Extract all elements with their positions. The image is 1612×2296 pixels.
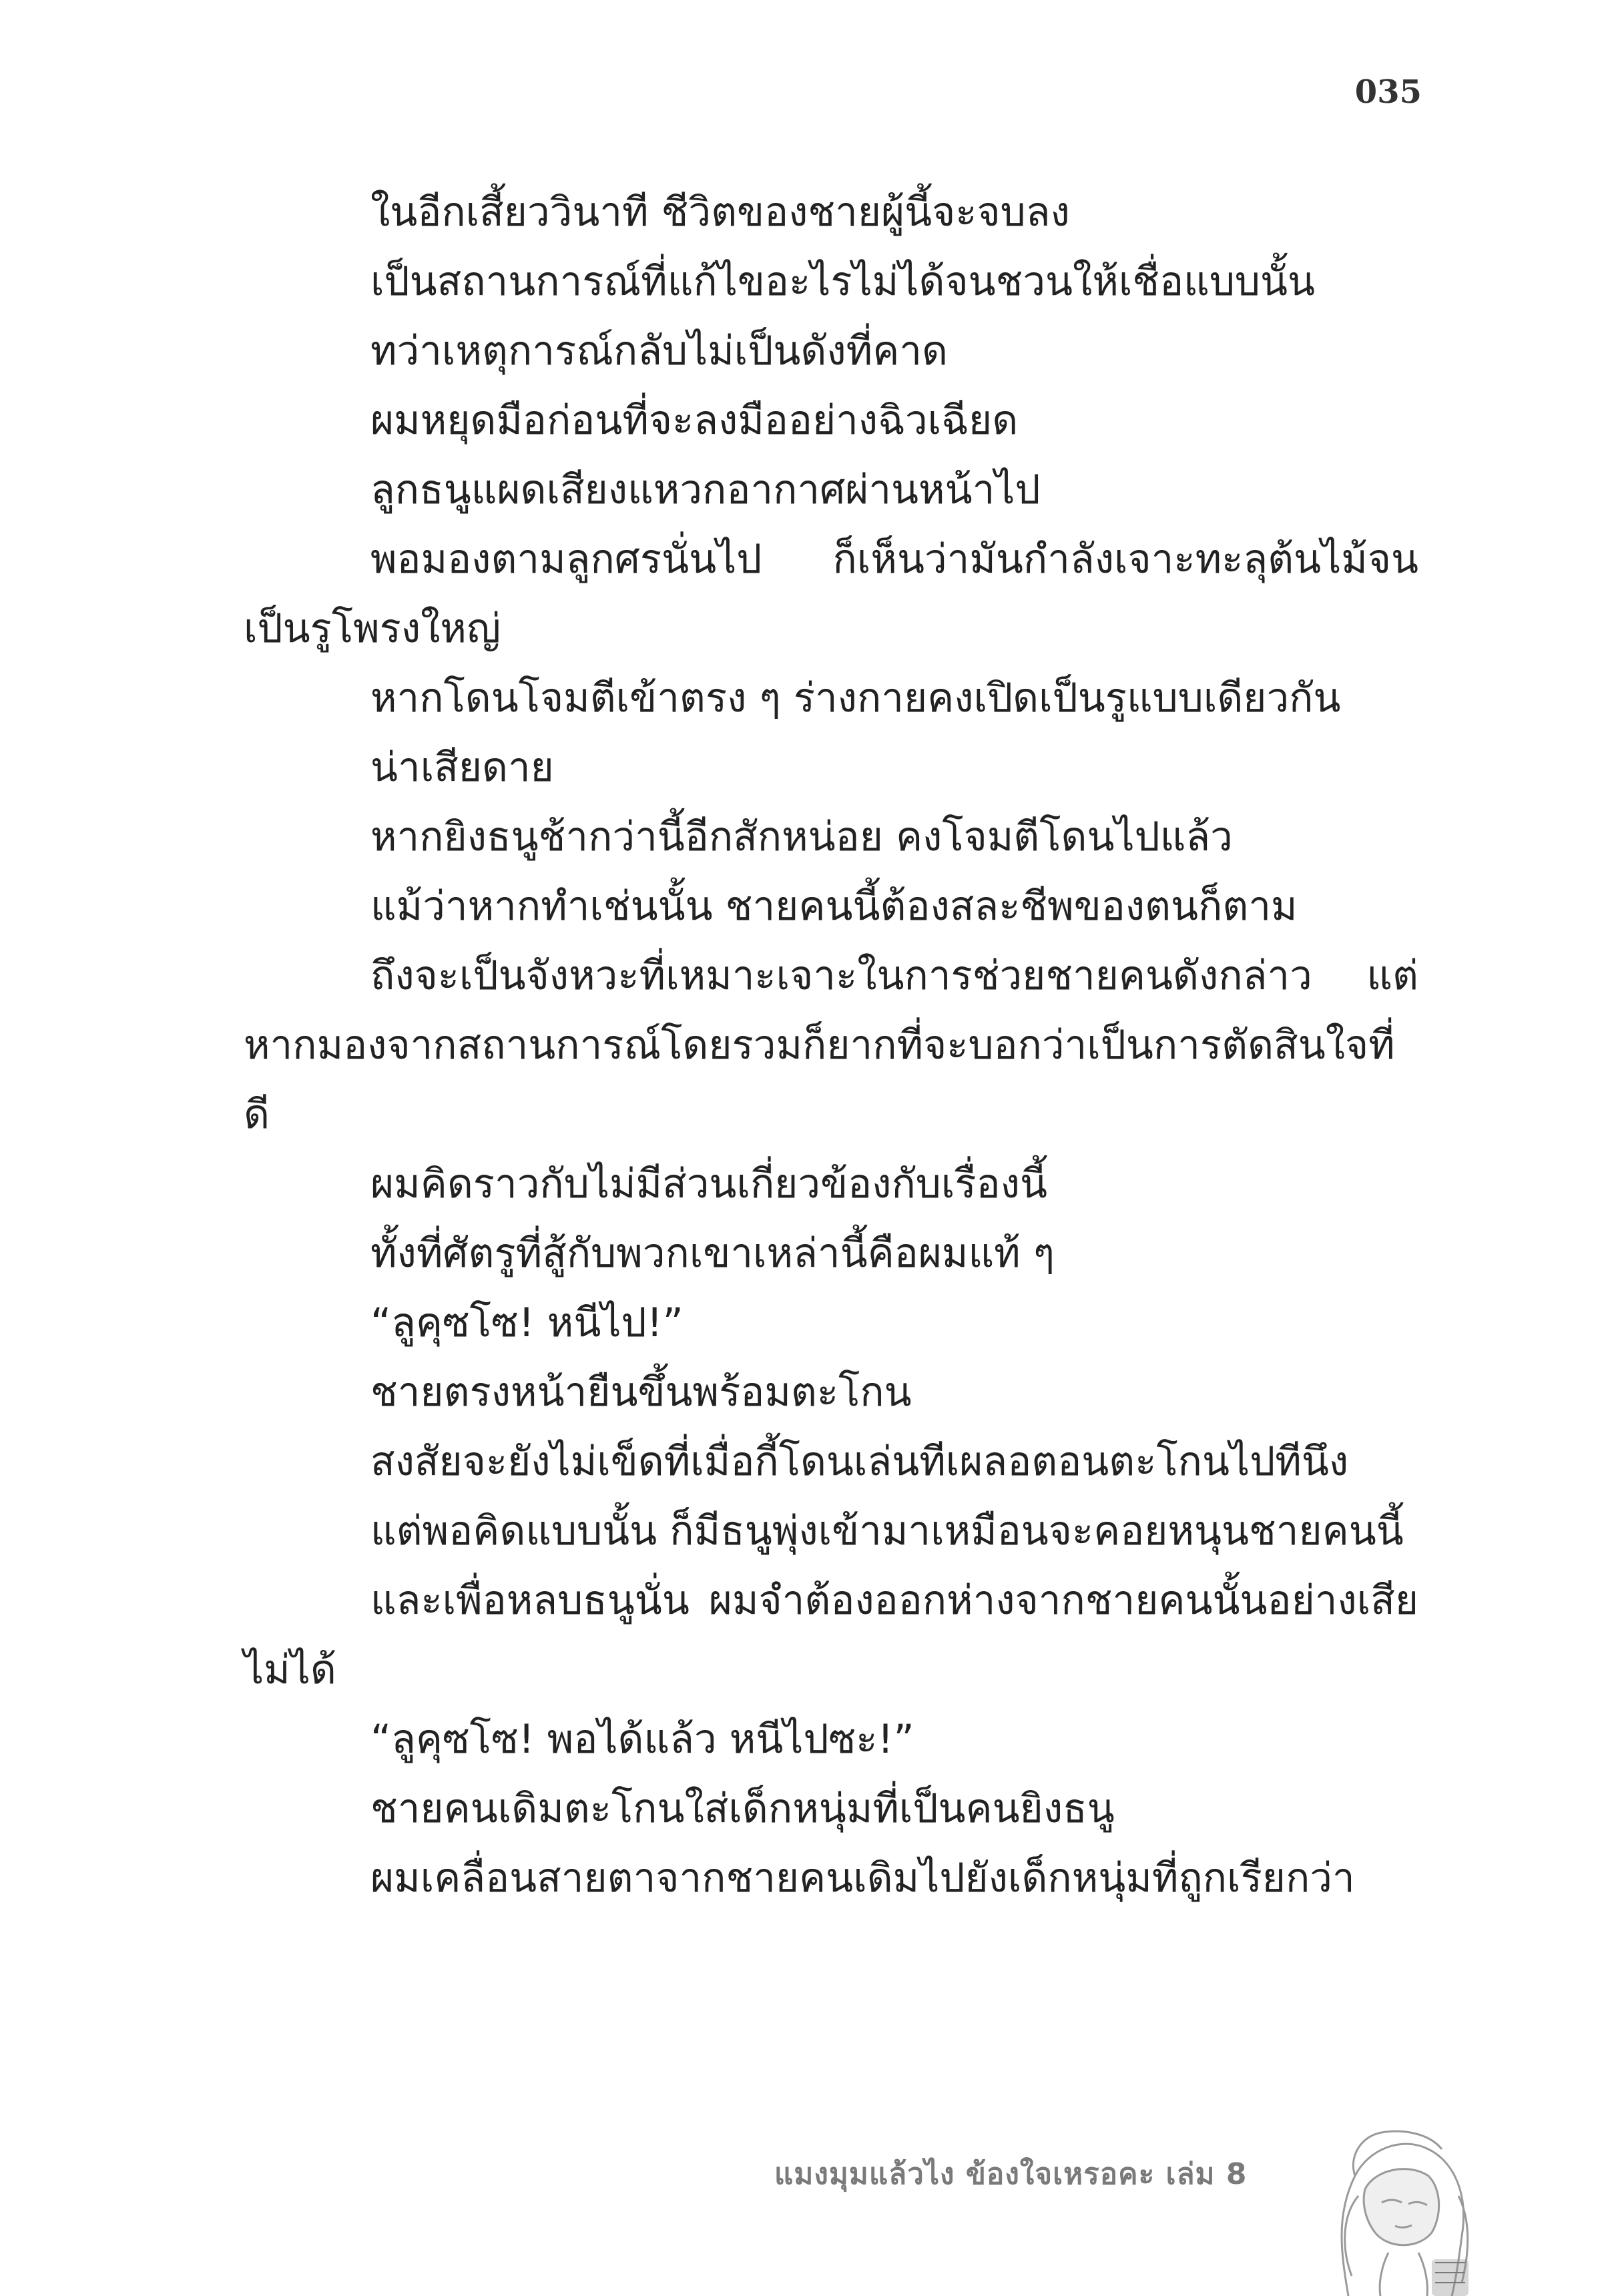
dialogue-paragraph: “ลูคุซโซ! พอได้แล้ว หนีไปซะ!” [370,1716,914,1763]
paragraph: ทว่าเหตุการณ์กลับไม่เป็นดังที่คาด [370,328,948,374]
paragraph: สงสัยจะยังไม่เข็ดที่เมื่อกี้โดนเล่นทีเผลอตอนตะโกนไปทีนึง [370,1438,1349,1485]
paragraph: และเพื่อหลบธนูนั่น ผมจำต้องออกห่างจากชายคนนั้นอย่างเสียไม่ได้ [244,1577,1418,1693]
paragraph: ทั้งที่ศัตรูที่สู้กับพวกเขาเหล่านี้คือผมแท้ ๆ [370,1230,1055,1277]
paragraph: เป็นสถานการณ์ที่แก้ไขอะไรไม่ได้จนชวนให้เชื่อแบบนั้น [370,258,1316,305]
paragraph: แต่พอคิดแบบนั้น ก็มีธนูพุ่งเข้ามาเหมือนจะคอยหนุนชายคนนี้ [370,1508,1404,1554]
paragraph: ในอีกเสี้ยววินาที ชีวิตของชายผู้นี้จะจบลง [370,189,1070,236]
page-number: 035 [1354,73,1422,111]
paragraph: ผมหยุดมือก่อนที่จะลงมืออย่างฉิวเฉียด [370,397,1019,444]
paragraph: ชายตรงหน้ายืนขึ้นพร้อมตะโกน [370,1369,912,1416]
paragraph: พอมองตามลูกศรนั่นไป ก็เห็นว่ามันกำลังเจาะทะลุต้นไม้จนเป็นรูโพรงใหญ่ [244,536,1418,652]
paragraph: ผมคิดราวกับไม่มีส่วนเกี่ยวข้องกับเรื่องนี้ [370,1161,1047,1207]
paragraph: หากยิงธนูช้ากว่านี้อีกสักหน่อย คงโจมตีโดนไปแล้ว [370,814,1233,860]
paragraph: ชายคนเดิมตะโกนใส่เด็กหนุ่มที่เป็นคนยิงธนู [370,1785,1115,1832]
paragraph: ลูกธนูแผดเสียงแหวกอากาศผ่านหน้าไป [370,467,1041,513]
paragraph: หากโดนโจมตีเข้าตรง ๆ ร่างกายคงเปิดเป็นรูแบบเดียวกัน [370,675,1341,722]
character-illustration [1302,2096,1489,2296]
paragraph: น่าเสียดาย [370,744,554,791]
body-text [244,178,1418,1913]
paragraph: แม้ว่าหากทำเช่นนั้น ชายคนนี้ต้องสละชีพของตนก็ตาม [370,883,1298,930]
paragraph: ผมเคลื่อนสายตาจากชายคนเดิมไปยังเด็กหนุ่มที่ถูกเรียกว่า [370,1855,1355,1902]
footer-book-title: แมงมุมแล้วไง ข้องใจเหรอคะ เล่ม 8 [774,2157,1248,2191]
paragraph: ถึงจะเป็นจังหวะที่เหมาะเจาะในการช่วยชายคนดังกล่าว แต่หากมองจากสถานการณ์โดยรวมก็ยากที่จะบอกว่าเป็นการตัดสินใจที่ดี [244,952,1418,1138]
dialogue-paragraph: “ลูคุซโซ! หนีไป!” [370,1300,684,1346]
